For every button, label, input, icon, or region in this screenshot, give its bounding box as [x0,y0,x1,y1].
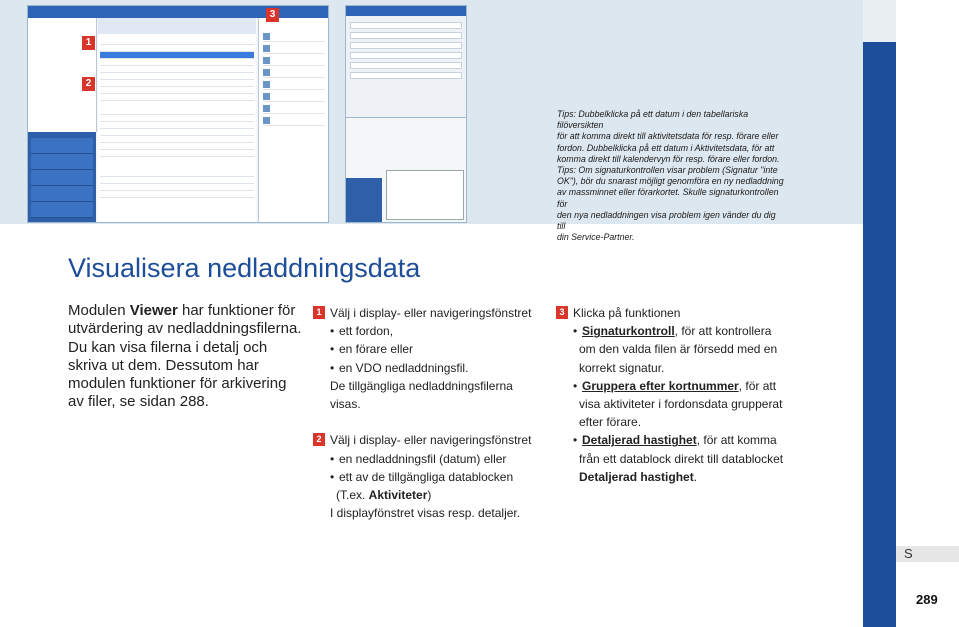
step-2-heading: Välj i display- eller navigeringsfönstret [330,433,532,448]
step-2-bullet-text: ett av de tillgängliga datablocken [339,469,514,484]
step-2-result: I displayfönstret visas resp. detaljer. [330,506,521,521]
function-link-signature: Signaturkontroll [582,324,675,339]
grid-row [100,73,254,80]
navigation-panel [28,132,96,222]
dialog-field [350,22,462,29]
grid-row [100,38,254,45]
outer-margin [896,0,959,627]
function-item [263,104,325,114]
function-item [263,56,325,66]
grid-row [100,108,254,115]
step-3 [559,304,793,322]
step-1-bullet: • en förare eller [330,342,414,357]
steps-column [316,304,550,522]
tip-line: av massminnet eller förarkortet. Skulle signaturkontrollen för [557,187,779,209]
function-desc: , för att [738,378,777,393]
grid-row [100,129,254,136]
tip-line: komma direkt till kalendervyn för resp. förare eller fordon. [557,153,780,164]
spacer [330,413,550,431]
activity-chart [386,170,464,220]
step-2 [316,431,550,449]
function-signature-check: • Signaturkontroll, för att kontrollera [573,324,772,339]
step-2-example [330,486,550,504]
function-desc-line: från ett datablock direkt till datablocket [579,451,784,466]
intro-module-name: Viewer [129,302,178,319]
function-item [263,68,325,78]
function-group-by-card: • Gruppera efter kortnummer, för att [573,378,777,393]
blue-margin-strip [863,42,896,627]
page-title: Visualisera nedladdningsdata [68,253,421,283]
tip-line: din Service-Partner. [557,232,635,243]
function-item [263,44,325,54]
step-1-badge: 1 [313,306,325,319]
tip-line: den nya nedladdningen visa problem igen vänder du dig till [557,209,776,232]
viewer-titlebar [28,6,328,18]
grid-row [100,191,254,198]
dialog-titlebar [346,6,466,16]
function-desc: , för att komma [696,433,777,448]
step-1-bullet-text: en förare eller [339,342,414,357]
step-1-heading: Välj i display- eller navigeringsfönstret [330,306,532,320]
step-1 [316,304,550,322]
display-header [98,18,256,34]
grid-row [100,87,254,94]
grid-row [100,143,254,150]
tip-signature-check [557,165,785,243]
step-2-badge: 2 [313,433,325,446]
period: . [693,469,698,484]
functions-column [559,304,793,486]
function-desc-line: korrekt signatur. [579,360,665,375]
function-desc-line: om den valda filen är försedd med en [579,342,778,357]
grid-row [100,150,254,157]
dialog-field [350,72,462,79]
function-item [263,32,325,42]
function-link-speed: Detaljerad hastighet [582,433,697,448]
display-window [98,18,256,222]
example-activities: Aktiviteter [368,488,428,503]
grid-row [100,122,254,129]
nav-button [31,138,93,154]
function-panel [258,18,329,222]
callout-marker-3: 3 [266,8,279,22]
function-item [263,116,325,126]
step-1-bullet-text: en VDO nedladdningsfil. [339,360,469,375]
grid-row [100,66,254,73]
dialog-field [350,52,462,59]
callout-marker-1: 1 [82,36,95,50]
intro-paragraph [68,302,306,412]
nav-button [31,202,93,218]
step-1-result-cont: visas. [330,397,361,412]
dialog-field [350,32,462,39]
step-1-result: De tillgängliga nedladdningsfilerna [330,378,513,393]
tip-line: för att komma direkt till aktivitetsdata för resp. förare eller [557,131,779,142]
function-item [263,80,325,90]
function-desc-line: visa aktiviteter i fordonsdata grupperat [579,397,783,412]
step-3-heading: Klicka på funktionen [573,306,681,320]
grid-row [100,170,254,177]
margin-strip-top [863,0,896,42]
tip-line: fordon. Dubbelklicka på ett datum i Aktivitetsdata, för att [557,142,775,153]
grid-row [100,184,254,191]
grid-row [100,115,254,122]
grid-row [100,59,254,66]
step-2-bullet-text: en nedladdningsfil (datum) eller [339,451,507,466]
function-desc-line [573,468,793,486]
step-3-badge: 3 [556,306,568,319]
intro-pre: Modulen [68,302,130,319]
grid-row [100,45,254,52]
function-link-group: Gruppera efter kortnummer [582,378,739,393]
example-suffix: ) [427,488,432,503]
nav-button [31,154,93,170]
activity-screenshot [345,117,467,223]
grid-row [100,136,254,143]
tip-double-click [557,109,785,165]
function-desc: , för att kontrollera [674,324,772,339]
function-detailed-speed: • Detaljerad hastighet, för att komma [573,433,777,448]
grid-row-selected [100,52,254,59]
step-1-bullet: • ett fordon, [330,324,394,339]
example-prefix: (T.ex. [336,488,369,503]
activity-nav [346,178,382,222]
dialog-field [350,42,462,49]
section-tab: S [896,546,959,562]
tip-line: Tips: Om signaturkontrollen visar problem (Signatur "inte [557,165,778,175]
signature-dialog-screenshot [345,5,467,119]
function-desc-line: efter förare. [579,415,642,430]
nav-button [31,186,93,202]
grid-row [100,177,254,184]
nav-button [31,170,93,186]
step-2-bullet: • ett av de tillgängliga datablocken [330,469,514,484]
function-item [263,92,325,102]
intro-post: har funktioner för utvärdering av nedladdningsfilerna. Du kan visa filerna i detalj och skriva ut dem. Dessutom har modulen funktioner för arkivering av filer, se sidan 288. [68,302,302,411]
grid-row [100,80,254,87]
step-2-bullet: • en nedladdningsfil (datum) eller [330,451,507,466]
viewer-screenshot [27,5,329,223]
tip-line: OK"), bör du snarast möjligt genomföra en ny nedladdning [557,176,784,187]
tip-line: Tips: Dubbelklicka på ett datum i den tabellariska filöversikten [557,109,749,131]
step-1-bullet: • en VDO nedladdningsfil. [330,360,469,375]
page-number: 289 [916,592,938,607]
datablock-name: Detaljerad hastighet [579,469,694,484]
dialog-field [350,62,462,69]
grid-row [100,94,254,101]
step-1-bullet-text: ett fordon, [339,324,394,339]
callout-marker-2: 2 [82,77,95,91]
